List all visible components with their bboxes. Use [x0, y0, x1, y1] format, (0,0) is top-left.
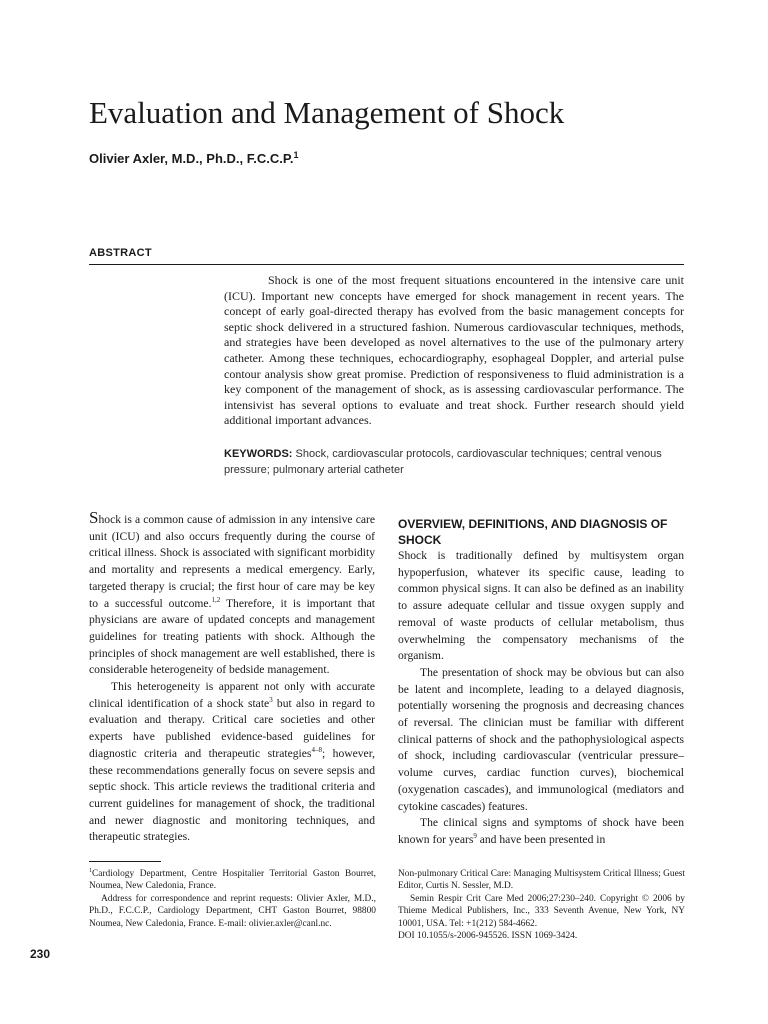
citation-ref: 3 [269, 695, 273, 704]
section-p3-text-a: The clinical signs and symptoms of shock have been known for years [398, 816, 684, 846]
affiliation-text: Cardiology Department, Centre Hospitalier Territorial Gaston Bourret, Noumea, New Caledonia, France. [89, 869, 376, 892]
intro-p1-text-a: hock is a common cause of admission in any intensive care unit (ICU) and also occurs frequently during the course of critical illness. Shock is associated with significant morbidity and mortality and represents a medical emergency. Early, targeted therapy is crucial; the first hour of care may be key to a successful outcome. [89, 513, 375, 610]
intro-p2-text-b: but also in regard to evaluation and therapy. Critical care societies and other experts have published evidence-based guidelines for diagnostic criteria and therapeutic strategies [89, 696, 375, 760]
footnote-publication-block [398, 868, 685, 942]
citation-ref: 1,2 [211, 595, 221, 604]
keywords-label: KEYWORDS: [224, 448, 293, 460]
affiliation-footnote [89, 868, 376, 893]
citation-footnote: Semin Respir Crit Care Med 2006;27:230–240. Copyright © 2006 by Thieme Medical Publishers, Inc., 333 Seventh Avenue, New York, NY 10001, USA. Tel: +1(212) 584-4662. [398, 893, 685, 929]
abstract-heading: ABSTRACT [89, 247, 152, 259]
intro-paragraph-2 [89, 679, 375, 846]
affiliation-mark: 1 [89, 868, 92, 874]
drop-cap: S [89, 508, 99, 527]
intro-paragraph-1 [89, 508, 376, 679]
footnote-affiliation-block [89, 868, 376, 930]
author-affiliation-mark: 1 [293, 150, 299, 160]
intro-p2-text-c: ; however, these recommendations generally focus on severe sepsis and septic shock. This article reviews the traditional criteria and current guidelines for management of shock, the traditional and newer diagnostic and monitoring techniques, and therapeutic strategies. [89, 746, 375, 844]
author-name: Olivier Axler, M.D., Ph.D., F.C.C.P. [89, 151, 294, 166]
right-column [398, 516, 684, 849]
section-p3-text-b: and have been presented in [476, 832, 606, 846]
footnote-divider [89, 861, 161, 862]
keywords [224, 446, 684, 478]
page-number: 230 [30, 947, 51, 961]
intro-p1-text-b: Therefore, it is important that physicians are aware of updated concepts and management guidelines for treating patients with shock. Although the principles of shock management are well established, there is considerable heterogeneity of bedside management. [89, 596, 376, 677]
correspondence-footnote: Address for correspondence and reprint requests: Olivier Axler, M.D., Ph.D., F.C.C.P., Cardiology Department, CHT Gaston Bourret, 98800 Noumea, New Caledonia, France. E-mail: olivier.axler@canl.nc. [89, 893, 376, 929]
author-line [89, 150, 689, 168]
keywords-list: Shock, cardiovascular protocols, cardiovascular techniques; central venous pressure; pulmonary arterial catheter [224, 448, 662, 476]
section-heading: OVERVIEW, DEFINITIONS, AND DIAGNOSIS OF SHOCK [398, 517, 668, 547]
left-column [89, 508, 376, 846]
issue-footnote: Non-pulmonary Critical Care: Managing Multisystem Critical Illness; Guest Editor, Curtis N. Sessler, M.D. [398, 869, 685, 892]
citation-ref: 9 [473, 831, 477, 840]
intro-p2-text-a: This heterogeneity is apparent not only with accurate clinical identification of a shock state [89, 680, 375, 710]
abstract-divider [89, 264, 684, 265]
section-paragraph-3 [398, 815, 684, 848]
section-paragraph-2: The presentation of shock may be obvious but can also be latent and incomplete, leading to a delayed diagnosis, potentially worsening the prognosis and decreasing chances of reversal. The clinician must be familiar with different clinical patterns of shock and the pathophysiological aspects of shock, including cardiovascular (ventricular pressure–volume curves, cardiac function curves), biochemical (oxygenation cascades), and immunological (mediators and cytokine cascades) features. [398, 665, 684, 813]
citation-ref: 4–8 [311, 745, 322, 754]
article-title: Evaluation and Management of Shock [89, 95, 565, 130]
section-paragraph-1: Shock is traditionally defined by multisystem organ hypoperfusion, whatever its specific cause, leading to common physical signs. It can also be defined as an inability to assure adequate cellular and tissue oxygen supply and removal of waste products of cellular metabolism, thus overwhelming the compensatory mechanisms of the organism. [398, 549, 684, 663]
doi-footnote: DOI 10.1055/s-2006-945526. ISSN 1069-3424. [398, 931, 578, 942]
abstract-text [224, 273, 684, 429]
abstract-body: Shock is one of the most frequent situations encountered in the intensive care unit (ICU). Important new concepts have emerged for shock management in recent years. The concept of early goal-directed therapy has evolved from the basic management concepts for septic shock delivered in a structured fashion. Numerous cardiovascular techniques, methods, and strategies have been developed as novel alternatives to the use of the pulmonary artery catheter. Among these techniques, echocardiography, esophageal Doppler, and arterial pulse contour analysis show great promise. Prediction of responsiveness to fluid administration is a key component of the management of shock, as is assessing cardiovascular performance. The intensivist has several options to evaluate and treat shock. Further research should yield additional important advances. [224, 273, 684, 428]
